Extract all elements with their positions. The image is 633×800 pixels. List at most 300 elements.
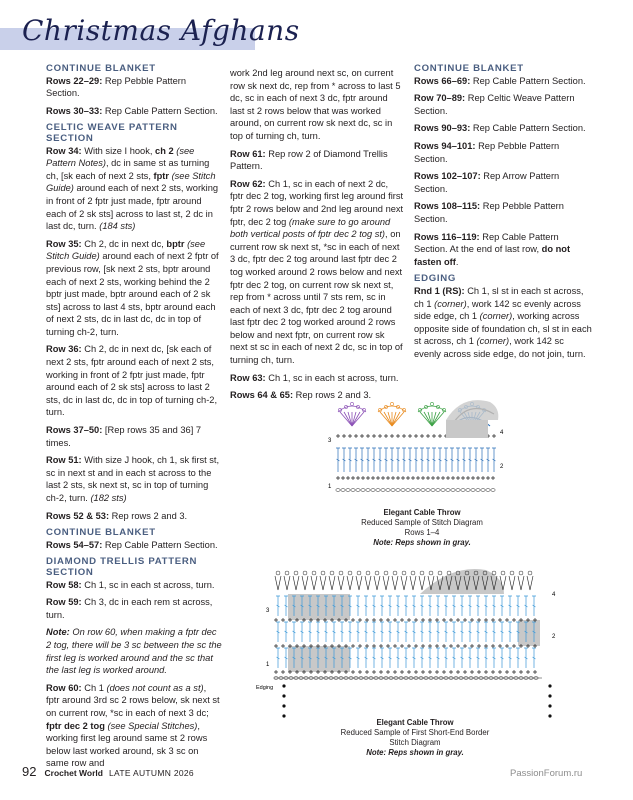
cluster-stitch bbox=[527, 576, 533, 590]
chain-stitch bbox=[426, 489, 430, 492]
sc-stitch bbox=[477, 670, 481, 674]
sc-stitch bbox=[400, 670, 404, 674]
continuation-dot bbox=[282, 704, 285, 707]
issue-date: LATE AUTUMN 2026 bbox=[109, 768, 194, 778]
sc-stitch bbox=[358, 670, 362, 674]
gray-repeat-highlight bbox=[446, 400, 498, 438]
cluster-stitch bbox=[410, 576, 416, 590]
sc-stitch bbox=[407, 670, 411, 674]
sc-stitch bbox=[492, 434, 496, 438]
sc-stitch bbox=[354, 434, 358, 438]
chain-stitch bbox=[386, 489, 390, 492]
instruction-row: Rows 66–69: Rep Cable Pattern Section. bbox=[414, 75, 586, 86]
dc-stitch bbox=[532, 648, 536, 668]
sc-stitch bbox=[386, 618, 390, 622]
sc-stitch bbox=[351, 670, 355, 674]
dc-stitch bbox=[492, 622, 496, 642]
sc-stitch bbox=[411, 476, 415, 480]
sc-stitch bbox=[533, 670, 537, 674]
chain-stitch bbox=[366, 489, 370, 492]
picot bbox=[330, 571, 334, 575]
dc-stitch bbox=[480, 448, 484, 472]
row-number-2: 2 bbox=[500, 464, 504, 470]
sc-stitch bbox=[351, 476, 355, 480]
continuation-dot bbox=[282, 684, 285, 687]
continuation-dot bbox=[282, 694, 285, 697]
instruction-row: Row 61: Rep row 2 of Diamond Trellis Pattern. bbox=[230, 148, 388, 172]
sc-stitch bbox=[372, 670, 376, 674]
instruction-row: Rows 94–101: Rep Pebble Pattern Section. bbox=[414, 140, 560, 164]
chain-stitch bbox=[371, 489, 375, 492]
dc-stitch bbox=[308, 622, 312, 642]
instruction-row: Rows 64 & 65: Rep rows 2 and 3. bbox=[230, 390, 372, 401]
sc-stitch bbox=[456, 644, 460, 648]
sc-stitch bbox=[356, 476, 360, 480]
instruction-row: Row 58: Ch 1, sc in each st across, turn. bbox=[46, 579, 215, 590]
dc-stitch bbox=[412, 648, 416, 668]
cluster-stitch bbox=[374, 576, 380, 590]
instruction-row: Row 35: Ch 2, dc in next dc, bptr (see Stitch Guide) around each of next 2 fptr of previous row, [sk next 2 sts, bptr around each of next 2 sts, working behind the 2 bptr just made, bptr around each of 2 sk sts] across to last 4 sts, bptr around each of next 2 sts, dc in last dc, dc in top of turning ch-2, turn. bbox=[46, 238, 219, 337]
dc-stitch bbox=[412, 622, 416, 642]
sc-stitch bbox=[435, 670, 439, 674]
instruction-row: Row 36: Ch 2, dc in next dc, [sk each of next 2 sts, fptr around each of next 2 sts, working in front of 2 fptr just made, fptr around each of 2 sk sts] across to last 2 sts, dc in last dc, dc in top of turning ch-2, turn. bbox=[46, 344, 218, 418]
dc-stitch bbox=[366, 448, 370, 472]
sc-stitch bbox=[463, 644, 467, 648]
page-footer bbox=[22, 764, 194, 779]
watermark: PassionForum.ru bbox=[510, 768, 583, 779]
dc-stitch bbox=[452, 596, 456, 616]
dc-stitch bbox=[452, 622, 456, 642]
picot bbox=[528, 571, 532, 575]
sc-stitch bbox=[484, 618, 488, 622]
picot bbox=[357, 571, 361, 575]
dc-stitch bbox=[342, 448, 346, 472]
picot bbox=[276, 571, 280, 575]
instruction-row: Rows 30–33: Rep Cable Pattern Section. bbox=[46, 105, 218, 116]
cluster-stitch bbox=[293, 576, 299, 590]
dc-stitch bbox=[364, 648, 368, 668]
sc-stitch bbox=[366, 434, 370, 438]
dc-stitch bbox=[476, 622, 480, 642]
continuation-dot bbox=[548, 714, 551, 717]
sc-stitch bbox=[491, 644, 495, 648]
instruction-row: Row 60: Ch 1 (does not count as a st), fptr around 3rd sc 2 rows below, sk next st on current row, *sc in each of next 3 dc; fptr dec 2 tog (see Special Stitches), working first leg around same st 2 rows below last worked around, sk 3 sc on same row and bbox=[46, 682, 220, 769]
dc-stitch bbox=[524, 596, 528, 616]
sc-stitch bbox=[336, 434, 340, 438]
sc-stitch bbox=[436, 476, 440, 480]
sc-stitch bbox=[414, 618, 418, 622]
diagram-grid bbox=[274, 571, 552, 718]
dc-stitch bbox=[404, 648, 408, 668]
sc-stitch bbox=[378, 434, 382, 438]
cluster-stitch bbox=[338, 576, 344, 590]
dc-stitch bbox=[380, 648, 384, 668]
dc-stitch bbox=[396, 448, 400, 472]
chain-stitch bbox=[411, 489, 415, 492]
pattern-note: Note: On row 60, when making a fptr dec 2 tog, there will be 3 sc between the sc the first leg is worked around and the sc that the last leg is worked around. bbox=[46, 627, 222, 676]
sc-stitch bbox=[456, 476, 460, 480]
dc-stitch bbox=[474, 448, 478, 472]
continuation-dot bbox=[282, 714, 285, 717]
sc-stitch bbox=[505, 644, 509, 648]
sc-stitch bbox=[512, 670, 516, 674]
picot bbox=[430, 402, 433, 405]
picot bbox=[402, 571, 406, 575]
stitch-diagram-border bbox=[252, 566, 572, 722]
dc-stitch bbox=[468, 448, 472, 472]
dc-stitch bbox=[378, 448, 382, 472]
sc-stitch bbox=[407, 618, 411, 622]
chain-stitch bbox=[441, 489, 445, 492]
continuation-dot bbox=[548, 704, 551, 707]
section-heading: CONTINUE BLANKET bbox=[46, 527, 156, 539]
chain-stitch bbox=[391, 489, 395, 492]
section-heading: CONTINUE BLANKET bbox=[414, 63, 524, 74]
dc-stitch bbox=[414, 448, 418, 472]
stitch-diagram-rows bbox=[322, 392, 522, 504]
dc-stitch bbox=[372, 648, 376, 668]
dc-stitch bbox=[390, 448, 394, 472]
dc-stitch bbox=[444, 448, 448, 472]
dc-stitch bbox=[508, 648, 512, 668]
dc-stitch bbox=[444, 596, 448, 616]
sc-stitch bbox=[435, 618, 439, 622]
sc-stitch bbox=[341, 476, 345, 480]
fan-arc bbox=[338, 406, 366, 412]
sc-stitch bbox=[484, 670, 488, 674]
row-number-3: 3 bbox=[266, 608, 270, 614]
sc-stitch bbox=[274, 670, 278, 674]
cluster-stitch bbox=[284, 576, 290, 590]
column-3 bbox=[414, 64, 592, 365]
sc-stitch bbox=[486, 476, 490, 480]
sc-stitch bbox=[441, 476, 445, 480]
dc-stitch bbox=[486, 448, 490, 472]
sc-stitch bbox=[348, 434, 352, 438]
sc-stitch bbox=[477, 644, 481, 648]
dc-stitch bbox=[404, 622, 408, 642]
dc-stitch bbox=[484, 622, 488, 642]
picot bbox=[339, 571, 343, 575]
sc-stitch bbox=[476, 476, 480, 480]
dc-stitch bbox=[380, 622, 384, 642]
sc-stitch bbox=[393, 670, 397, 674]
dc-stitch bbox=[508, 622, 512, 642]
picot bbox=[350, 402, 353, 405]
sc-stitch bbox=[365, 670, 369, 674]
chain-stitch bbox=[416, 489, 420, 492]
section-heading: CELTIC WEAVE PATTERN SECTION bbox=[46, 122, 178, 144]
page-number: 92 bbox=[22, 764, 37, 779]
sc-stitch bbox=[505, 618, 509, 622]
sc-stitch bbox=[416, 476, 420, 480]
sc-stitch bbox=[446, 476, 450, 480]
dc-stitch bbox=[356, 622, 360, 642]
dc-stitch bbox=[428, 622, 432, 642]
continuation-dot bbox=[548, 694, 551, 697]
dc-stitch bbox=[276, 596, 280, 616]
dc-stitch bbox=[500, 596, 504, 616]
dc-stitch bbox=[292, 622, 296, 642]
sc-stitch bbox=[426, 434, 430, 438]
dc-stitch bbox=[316, 622, 320, 642]
sc-stitch bbox=[281, 618, 285, 622]
instruction-row: Row 51: With size J hook, ch 1, sk first st, sc in next st and in each st across to the last 2 sts, sk next st, sc in top of turning ch-2, turn. (182 sts) bbox=[46, 455, 220, 503]
dc-stitch bbox=[444, 622, 448, 642]
sc-stitch bbox=[379, 618, 383, 622]
instruction-row: Rows 108–115: Rep Pebble Pattern Section. bbox=[414, 201, 564, 224]
sc-stitch bbox=[438, 434, 442, 438]
sc-stitch bbox=[456, 670, 460, 674]
dc-stitch bbox=[284, 622, 288, 642]
dc-stitch bbox=[524, 648, 528, 668]
dc-stitch bbox=[360, 448, 364, 472]
fan-stitch bbox=[424, 412, 432, 426]
dc-stitch bbox=[380, 596, 384, 616]
dc-stitch bbox=[356, 596, 360, 616]
sc-stitch bbox=[442, 670, 446, 674]
dc-stitch bbox=[364, 596, 368, 616]
sc-stitch bbox=[505, 670, 509, 674]
chain-stitch bbox=[491, 489, 495, 492]
fan-arc bbox=[418, 406, 446, 412]
sc-stitch bbox=[421, 670, 425, 674]
fan-stitch bbox=[432, 412, 440, 426]
sc-stitch bbox=[449, 644, 453, 648]
sc-stitch bbox=[274, 618, 278, 622]
dc-stitch bbox=[396, 622, 400, 642]
sc-stitch bbox=[414, 670, 418, 674]
chain-stitch bbox=[346, 489, 350, 492]
cluster-stitch bbox=[275, 576, 281, 590]
picot bbox=[348, 571, 352, 575]
dc-stitch bbox=[354, 448, 358, 472]
diagram-caption: Elegant Cable Throw Reduced Sample of First Short-End Border Stitch Diagram Note: Reps shown in gray. bbox=[340, 718, 490, 757]
instruction-row: Rnd 1 (RS): Ch 1, sl st in each st across, ch 1 (corner), work 142 sc evenly across side edge, ch 1 (corner), working across opposite side of foundation ch, sl st in each st across, ch 1 (corner), work 142 sc evenly across side edge, do not join, turn. bbox=[414, 285, 592, 359]
cluster-stitch bbox=[302, 576, 308, 590]
dc-stitch bbox=[484, 596, 488, 616]
sc-stitch bbox=[470, 644, 474, 648]
dc-stitch bbox=[462, 448, 466, 472]
sc-stitch bbox=[435, 644, 439, 648]
cluster-stitch bbox=[311, 576, 317, 590]
sc-stitch bbox=[390, 434, 394, 438]
picot bbox=[429, 571, 433, 575]
dc-stitch bbox=[388, 648, 392, 668]
dc-stitch bbox=[532, 596, 536, 616]
dc-stitch bbox=[420, 622, 424, 642]
sc-stitch bbox=[342, 434, 346, 438]
chain-stitch bbox=[431, 489, 435, 492]
sc-stitch bbox=[461, 476, 465, 480]
dc-stitch bbox=[438, 448, 442, 472]
sc-stitch bbox=[421, 644, 425, 648]
dc-stitch bbox=[436, 648, 440, 668]
dc-stitch bbox=[284, 648, 288, 668]
dc-stitch bbox=[492, 596, 496, 616]
row-number-2: 2 bbox=[552, 634, 556, 640]
row-number-3: 3 bbox=[328, 438, 332, 444]
picot bbox=[438, 571, 442, 575]
dc-stitch bbox=[476, 596, 480, 616]
picot bbox=[321, 571, 325, 575]
dc-stitch bbox=[468, 648, 472, 668]
chain-stitch bbox=[401, 489, 405, 492]
sc-stitch bbox=[372, 644, 376, 648]
sc-stitch bbox=[463, 618, 467, 622]
dc-stitch bbox=[348, 448, 352, 472]
sc-stitch bbox=[498, 618, 502, 622]
magazine-name: Crochet World bbox=[44, 768, 103, 778]
cluster-stitch bbox=[518, 576, 524, 590]
sc-stitch bbox=[431, 476, 435, 480]
sc-stitch bbox=[358, 644, 362, 648]
sc-stitch bbox=[358, 618, 362, 622]
fan-stitch bbox=[344, 412, 352, 426]
cluster-stitch bbox=[320, 576, 326, 590]
sc-stitch bbox=[408, 434, 412, 438]
sc-stitch bbox=[421, 618, 425, 622]
sc-stitch bbox=[456, 618, 460, 622]
dc-stitch bbox=[388, 622, 392, 642]
chain-stitch bbox=[336, 489, 340, 492]
sc-stitch bbox=[407, 644, 411, 648]
dc-stitch bbox=[468, 622, 472, 642]
sc-stitch bbox=[386, 670, 390, 674]
picot bbox=[519, 571, 523, 575]
dc-stitch bbox=[500, 648, 504, 668]
sc-stitch bbox=[361, 476, 365, 480]
picot bbox=[375, 571, 379, 575]
cluster-stitch bbox=[356, 576, 362, 590]
cluster-stitch bbox=[392, 576, 398, 590]
instruction-row: Rows 116–119: Rep Cable Pattern Section. At the end of last row, do not fasten off. bbox=[414, 231, 571, 267]
instruction-row: Rows 90–93: Rep Cable Pattern Section. bbox=[414, 123, 586, 134]
fan-stitch bbox=[384, 412, 392, 426]
sc-stitch bbox=[274, 644, 278, 648]
sc-stitch bbox=[414, 644, 418, 648]
sc-stitch bbox=[426, 476, 430, 480]
sc-stitch bbox=[442, 644, 446, 648]
dc-stitch bbox=[420, 448, 424, 472]
picot bbox=[303, 571, 307, 575]
sc-stitch bbox=[498, 644, 502, 648]
page-title: Christmas Afghans bbox=[22, 14, 300, 47]
dc-stitch bbox=[332, 622, 336, 642]
instruction-row: Row 70–89: Rep Celtic Weave Pattern Section. bbox=[414, 93, 575, 116]
sc-stitch bbox=[481, 476, 485, 480]
dc-stitch bbox=[460, 596, 464, 616]
sc-stitch bbox=[396, 434, 400, 438]
picot bbox=[294, 571, 298, 575]
sc-stitch bbox=[365, 644, 369, 648]
section-heading: EDGING bbox=[414, 273, 457, 285]
picot bbox=[420, 571, 424, 575]
dc-stitch bbox=[508, 596, 512, 616]
sc-stitch bbox=[484, 644, 488, 648]
dc-stitch bbox=[426, 448, 430, 472]
sc-stitch bbox=[371, 476, 375, 480]
picot bbox=[390, 402, 393, 405]
instruction-row: Row 63: Ch 1, sc in each st across, turn. bbox=[230, 372, 399, 383]
sc-stitch bbox=[512, 644, 516, 648]
sc-stitch bbox=[428, 644, 432, 648]
dc-stitch bbox=[500, 622, 504, 642]
dc-stitch bbox=[484, 648, 488, 668]
sc-stitch bbox=[372, 434, 376, 438]
sc-stitch bbox=[391, 476, 395, 480]
dc-stitch bbox=[452, 648, 456, 668]
sc-stitch bbox=[470, 618, 474, 622]
picot bbox=[510, 571, 514, 575]
dc-stitch bbox=[408, 448, 412, 472]
dc-stitch bbox=[476, 648, 480, 668]
instruction-row: Rows 37–50: [Rep rows 35 and 36] 7 times. bbox=[46, 425, 202, 448]
sc-stitch bbox=[466, 476, 470, 480]
sc-stitch bbox=[428, 670, 432, 674]
cluster-stitch bbox=[419, 576, 425, 590]
dc-stitch bbox=[420, 596, 424, 616]
fan-stitch bbox=[392, 412, 400, 426]
edging-label: Edging bbox=[256, 685, 274, 691]
dc-stitch bbox=[384, 448, 388, 472]
section-heading: CONTINUE BLANKET bbox=[46, 63, 156, 74]
instruction-row: Rows 54–57: Rep Cable Pattern Section. bbox=[46, 539, 218, 550]
sc-stitch bbox=[491, 670, 495, 674]
sc-stitch bbox=[351, 618, 355, 622]
instruction-row: Row 34: With size I hook, ch 2 (see Pattern Notes), dc in same st as turning ch, [sk each of next 2 sts, fptr (see Stitch Guide) around each of next 2 sts, working in front of 2 fptr just made, fptr around each of 2 sk sts] across to last st, 2 dc in last dc, turn. (184 sts) bbox=[46, 145, 219, 232]
dc-stitch bbox=[340, 622, 344, 642]
row-number-4: 4 bbox=[500, 430, 504, 436]
dc-stitch bbox=[492, 448, 496, 472]
chain-stitch bbox=[381, 489, 385, 492]
sc-stitch bbox=[366, 476, 370, 480]
dc-stitch bbox=[404, 596, 408, 616]
sc-stitch bbox=[512, 618, 516, 622]
sc-stitch bbox=[336, 476, 340, 480]
sc-stitch bbox=[360, 434, 364, 438]
chain-stitch bbox=[486, 489, 490, 492]
sc-stitch bbox=[402, 434, 406, 438]
cluster-stitch bbox=[401, 576, 407, 590]
instruction-row: Rows 22–29: Rep Pebble Pattern Section. bbox=[46, 75, 187, 99]
dc-stitch bbox=[388, 596, 392, 616]
fan-stitch bbox=[352, 412, 360, 426]
dc-stitch bbox=[336, 448, 340, 472]
dc-stitch bbox=[284, 596, 288, 616]
sc-stitch bbox=[379, 644, 383, 648]
sc-stitch bbox=[379, 670, 383, 674]
column-2 bbox=[230, 67, 404, 407]
sc-stitch bbox=[281, 670, 285, 674]
sc-stitch bbox=[393, 618, 397, 622]
dc-stitch bbox=[396, 596, 400, 616]
sc-stitch bbox=[463, 670, 467, 674]
picot bbox=[384, 571, 388, 575]
instruction-row: Row 62: Ch 1, sc in each of next 2 dc, fptr dec 2 tog, working first leg around first fptr 2 rows below and 2nd leg around next fptr, dec 2 tog (make sure to go around both vertical posts of fptr dec 2 tog st), on current row sk next st, *sc in each of next 3 dc, fptr dec 2 tog around last fptr dec 2 tog worked around 2 rows below and next fptr dec 2 tog, on current row sk next st, rep from * across until 7 sts rem, sc in each of next 3 dc, fptr dec 2 tog around last fptr dec 2 tog worked around 2 rows below and next fptr, on current row sk next st sc in each of next 2 dc, sc in top of turning ch, turn. bbox=[230, 178, 404, 366]
sc-stitch bbox=[393, 644, 397, 648]
section-heading: DIAMOND TRELLIS PATTERN SECTION bbox=[46, 556, 198, 578]
dc-stitch bbox=[428, 596, 432, 616]
dc-stitch bbox=[396, 648, 400, 668]
dc-stitch bbox=[428, 648, 432, 668]
instruction-row: Row 59: Ch 3, dc in each rem st across, turn. bbox=[46, 597, 213, 620]
dc-stitch bbox=[356, 648, 360, 668]
sc-stitch bbox=[421, 476, 425, 480]
cluster-stitch bbox=[383, 576, 389, 590]
sc-stitch bbox=[406, 476, 410, 480]
sc-stitch bbox=[519, 670, 523, 674]
